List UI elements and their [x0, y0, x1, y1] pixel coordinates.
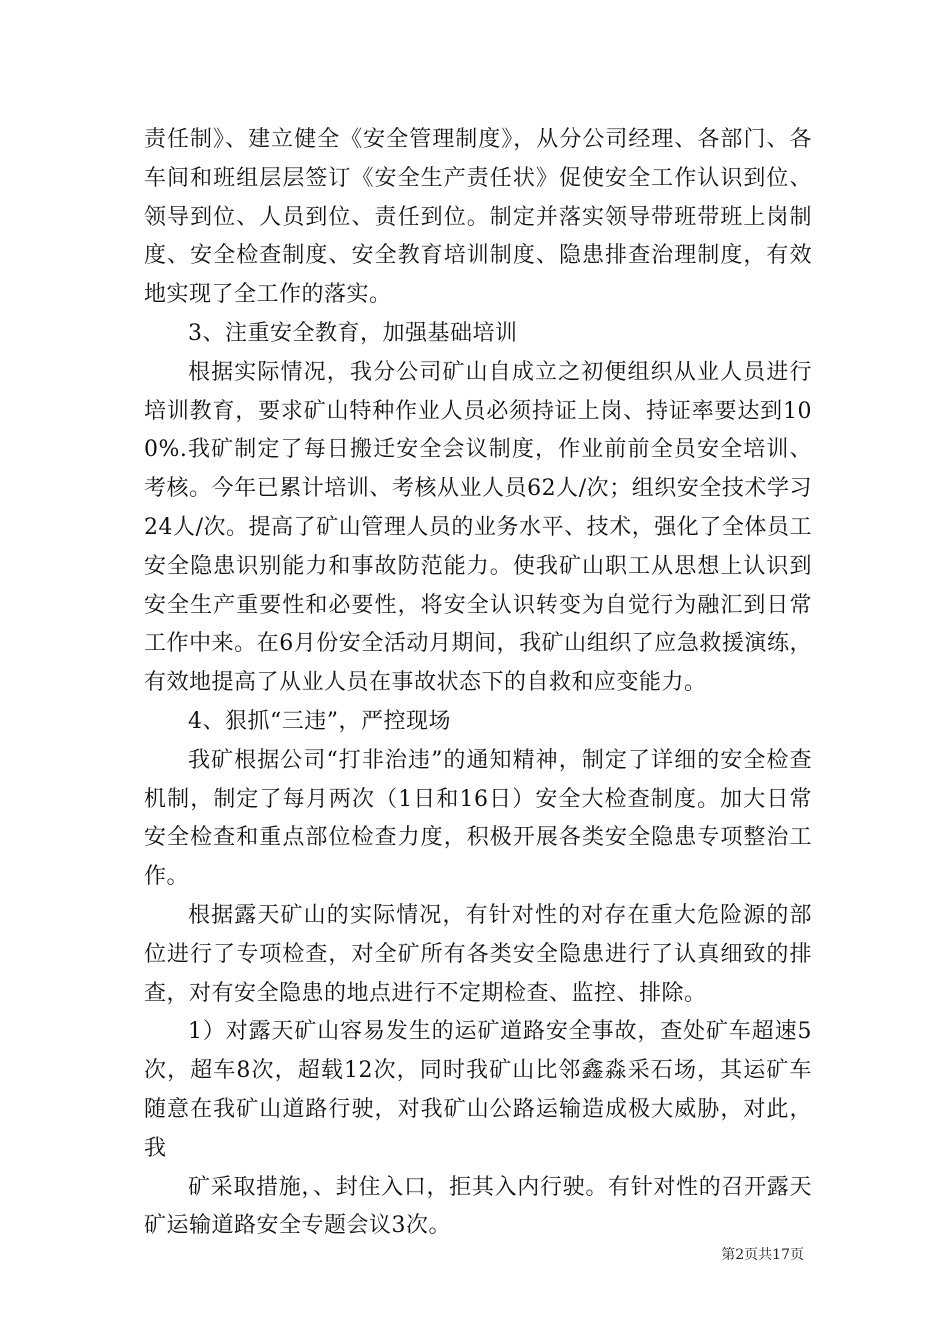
- section-heading-4: 4、狠抓“三违”，严控现场: [188, 708, 451, 734]
- paragraph-road-measures: 矿采取措施，、封住入口，拒其入内行驶。有针对性的召开露天矿运输道路安全专题会议3次。: [144, 1174, 812, 1239]
- document-body: [144, 121, 812, 1246]
- page-number-footer: 第2页共17页: [721, 1247, 804, 1263]
- paragraph-responsibility-system: 责任制》、建立健全《安全管理制度》，从分公司经理、各部门、各车间和班组层层签订《安全生产责任状》促使安全工作认识到位、领导到位、人员到位、责任到位。制定并落实领导带班带班上岗制度、安全检查制度、安全教育培训制度、隐患排查治理制度，有效地实现了全工作的落实。: [144, 127, 812, 308]
- section-heading-3: 3、注重安全教育，加强基础培训: [188, 320, 518, 346]
- paragraph-inspection-mechanism: 我矿根据公司“打非治违”的通知精神，制定了详细的安全检查机制，制定了每月两次（1日和16日）安全大检查制度。加大日常安全检查和重点部位检查力度，积极开展各类安全隐患专项整治工作。: [144, 747, 812, 890]
- paragraph-safety-training: 根据实际情况，我分公司矿山自成立之初便组织从业人员进行培训教育，要求矿山特种作业人员必须持证上岗、持证率要达到100%.我矿制定了每日搬迁安全会议制度，作业前前全员安全培训、考核。今年已累计培训、考核从业人员62人/次；组织安全技术学习24人/次。提高了矿山管理人员的业务水平、技术，强化了全体员工安全隐患识别能力和事故防范能力。使我矿山职工从思想上认识到安全生产重要性和必要性，将安全认识转变为自觉行为融汇到日常工作中来。在6月份安全活动月期间，我矿山组织了应急救援演练，有效地提高了从业人员在事故状态下的自救和应变能力。: [144, 359, 812, 696]
- paragraph-hazard-inspection: 根据露天矿山的实际情况，有针对性的对存在重大危险源的部位进行了专项检查，对全矿所有各类安全隐患进行了认真细致的排查，对有安全隐患的地点进行不定期检查、监控、排除。: [144, 902, 812, 1006]
- paragraph-road-safety: 1）对露天矿山容易发生的运矿道路安全事故，查处矿车超速5次，超车8次，超载12次，同时我矿山比邻鑫淼采石场，其运矿车随意在我矿山道路行驶，对我矿山公路运输造成极大威胁，对此，我: [144, 1019, 812, 1161]
